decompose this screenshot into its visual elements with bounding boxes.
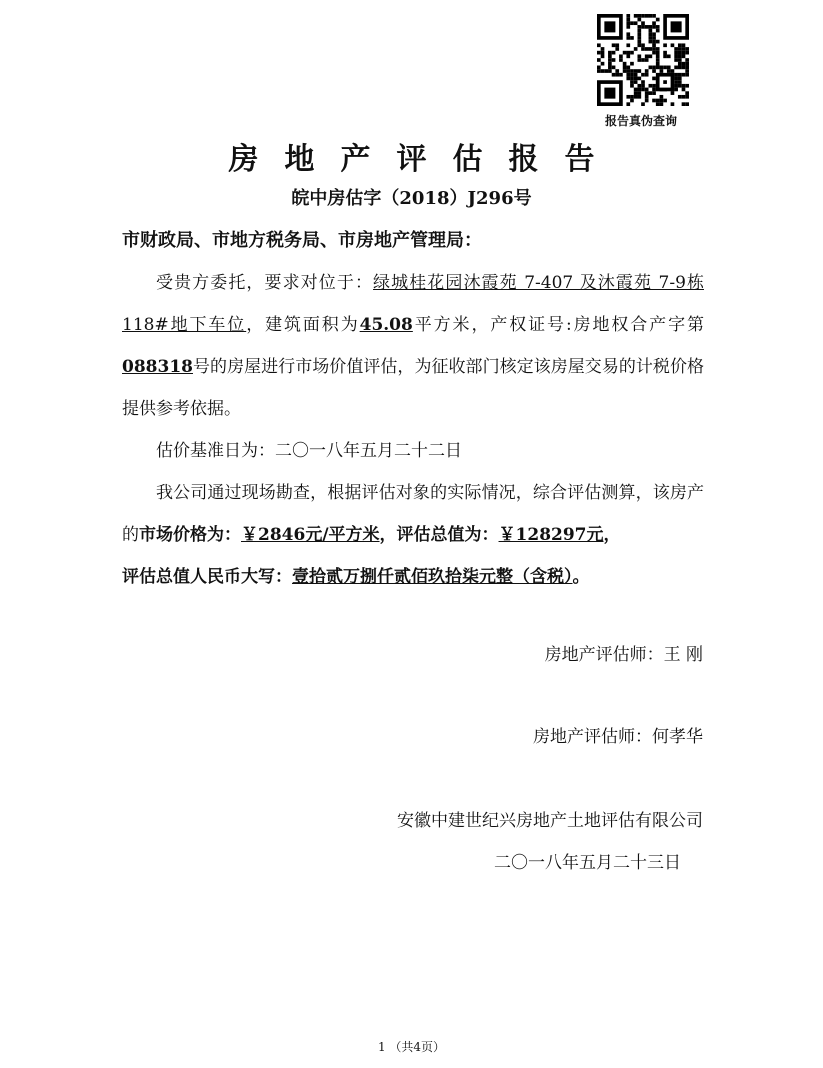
report-date: 二〇一八年五月二十三日 (494, 853, 681, 873)
paragraph-valuation-date: 估价基准日为：二〇一八年五月二十二日 (156, 441, 462, 461)
market-price: ￥2846元/平方米 (241, 525, 380, 545)
total-value-upper: 壹拾贰万捌仟贰佰玖拾柒元整（含税） (292, 567, 573, 587)
certificate-number: 088318 (122, 357, 193, 377)
appraiser-1: 房地产评估师：王 刚 (544, 645, 703, 665)
page-footer: 1 （共4页） (377, 1040, 446, 1054)
property-location: 绿城桂花园沐霞苑 7-407 及沐霞苑 7-9栋 118#地下车位 (122, 273, 704, 335)
appraiser-2: 房地产评估师：何孝华 (533, 727, 703, 747)
qr-code[interactable] (597, 14, 691, 106)
paragraph-commission: 受贵方委托，要求对位于：绿城桂花园沐霞苑 7-407 及沐霞苑 7-9栋 118#地下车位，建筑面积为45.08平方米，产权证号:房地权合产字第088318号的房屋进行市场价值评估，为征收部门核定该房屋交易的计税价格提供参考依据。 (122, 273, 704, 419)
addressee: 市财政局、市地方税务局、市房地产管理局： (122, 230, 482, 251)
report-body (122, 262, 704, 598)
document-number: 皖中房估字（2018）J296号 (291, 188, 532, 209)
company-name: 安徽中建世纪兴房地产土地评估有限公司 (397, 811, 703, 831)
qr-caption: 报告真伪查询 (604, 114, 677, 128)
report-title: 房地产评估报告 (228, 142, 621, 177)
paragraph-result: 我公司通过现场勘查，根据评估对象的实际情况，综合评估测算，该房产的市场价格为：￥2846元/平方米，评估总值为：￥128297元， (122, 483, 704, 545)
paragraph-total-upper: 评估总值人民币大写：壹拾贰万捌仟贰佰玖拾柒元整（含税）。 (122, 567, 590, 587)
building-area: 45.08 (359, 315, 413, 335)
qr-code-image (597, 14, 689, 106)
total-value: ￥128297元 (498, 525, 604, 545)
